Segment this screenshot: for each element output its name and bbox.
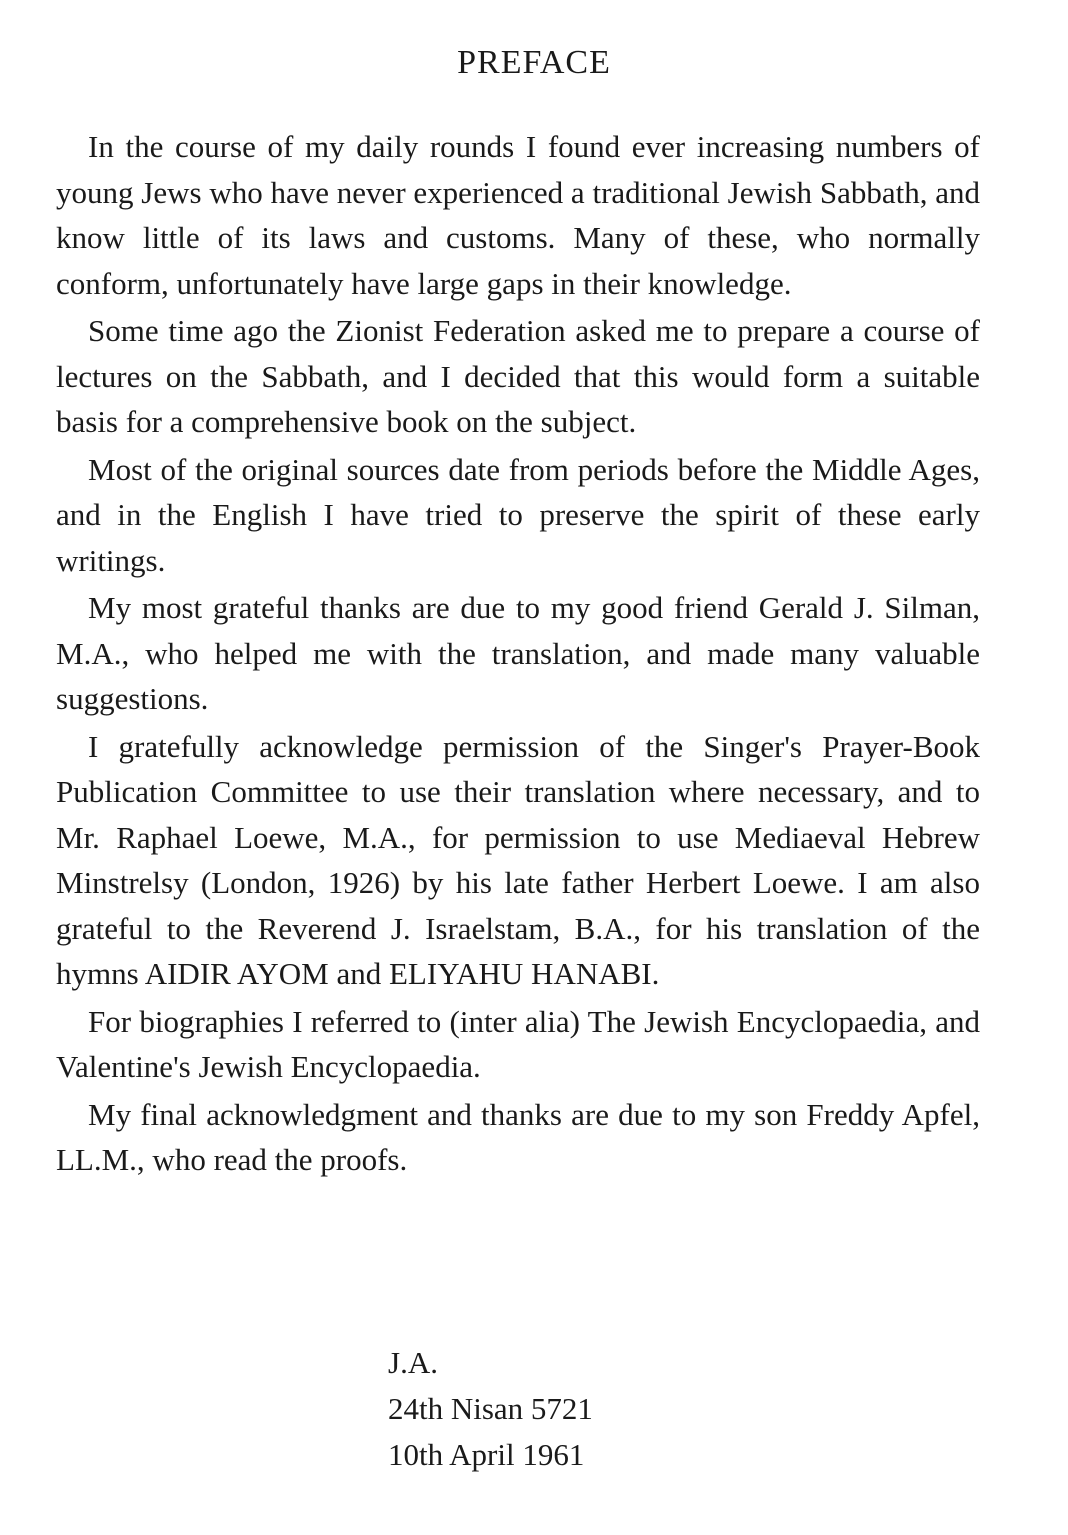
signature-gregorian-date: 10th April 1961 — [388, 1437, 585, 1472]
paragraph-6: For biographies I referred to (inter alia) The Jewish Encyclopaedia, and Valentine's Jewish Encyclopaedia. — [56, 1003, 980, 1084]
paragraph-4: My most grateful thanks are due to my good friend Gerald J. Silman, M.A., who helped me with the translation, and made many valuable suggestions. — [56, 590, 980, 716]
paragraph-3: Most of the original sources date from periods before the Middle Ages, and in the English I have tried to preserve the spirit of these early writings. — [56, 451, 980, 578]
paragraph-1: In the course of my daily rounds I found ever increasing numbers of young Jews who have never experienced a traditional Jewish Sabbath, and know little of its laws and customs. Many of these, who normally conform, unfortunately have large gaps in their knowledge. — [56, 129, 980, 301]
paragraph-2: Some time ago the Zionist Federation asked me to prepare a course of lectures on the Sabbath, and I decided that this would form a suitable basis for a comprehensive book on the subject. — [56, 313, 980, 439]
paragraph-5: I gratefully acknowledge permission of the Singer's Prayer-Book Publication Committee to use their translation where necessary, and to Mr. Raphael Loewe, M.A., for permission to use Mediaeval Hebrew Minstrelsy (London, 1926) by his late father Herbert Loewe. I am also grateful to the Reverend J. Israelstam, B.A., for his translation of the hymns AIDIR AYOM and ELIYAHU HANABI. — [56, 728, 980, 991]
signature-block — [388, 1340, 593, 1478]
signature-initials: J.A. — [388, 1345, 438, 1380]
paragraph-7: My final acknowledgment and thanks are due to my son Freddy Apfel, LL.M., who read the proofs. — [56, 1096, 980, 1177]
signature-hebrew-date: 24th Nisan 5721 — [388, 1391, 593, 1426]
page-title: PREFACE — [457, 44, 611, 81]
preface-body — [56, 124, 980, 1185]
